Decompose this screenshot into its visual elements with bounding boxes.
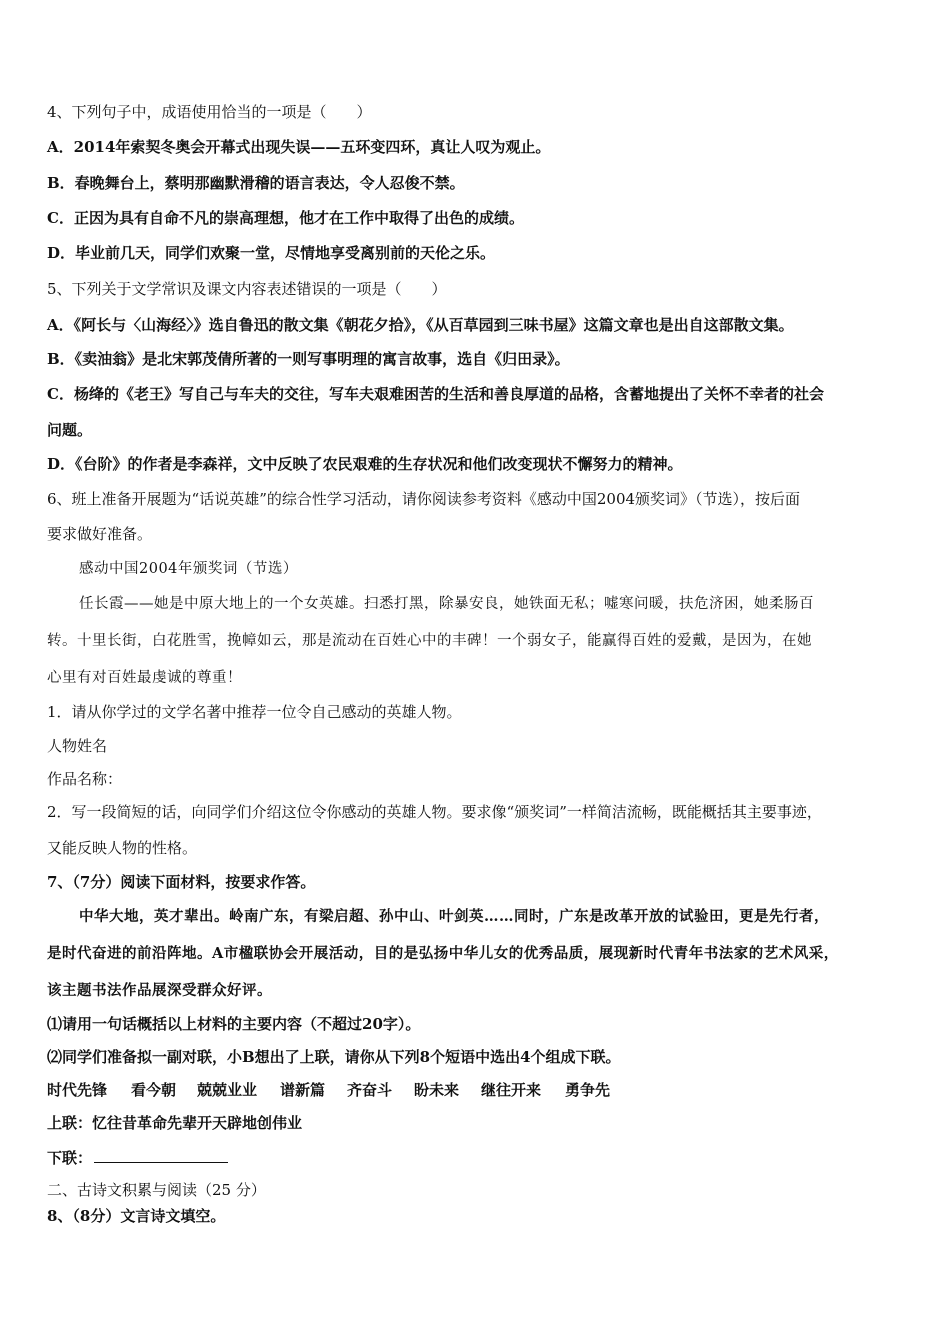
q5-option-b: B．《卖油翁》是北宋郭茂倩所著的一则写事明理的寓言故事，选自《归田录》。 [47, 350, 570, 368]
phrase: 继往开来 [481, 1081, 542, 1099]
lower-couplet-label: 下联： [47, 1149, 93, 1167]
q7-material-line3: 该主题书法作品展深受群众好评。 [47, 982, 272, 999]
q4-stem: 4、下列句子中，成语使用恰当的一项是（ ） [47, 103, 372, 121]
q6-sub2-cont: 又能反映人物的性格。 [47, 839, 198, 857]
phrase: 兢兢业业 [197, 1081, 258, 1099]
q7-material-line1: 中华大地，英才辈出。岭南广东，有梁启超、孙中山、叶剑英……同时，广东是改革开放的试验田，更是先行者， [79, 908, 829, 925]
q7-stem: 7、（7分）阅读下面材料，按要求作答。 [47, 873, 316, 891]
q7-lower-couplet [47, 1147, 228, 1168]
q5-option-c: C．杨绛的《老王》写自己与车夫的交往，写车夫艰难困苦的生活和善良厚道的品格，含蓄地提出了关怀不幸者的社会 [47, 385, 824, 403]
q5-option-c-cont: 问题。 [47, 421, 93, 439]
phrase: 盼未来 [414, 1081, 460, 1099]
q6-ref-line3: 心里有对百姓最虔诚的尊重！ [47, 670, 242, 686]
phrase: 齐奋斗 [347, 1081, 393, 1099]
phrase: 勇争先 [565, 1081, 611, 1099]
q7-sub2: ⑵同学们准备拟一副对联，小B想出了上联，请你从下列8个短语中选出4个组成下联。 [47, 1048, 621, 1066]
phrase: 谱新篇 [280, 1081, 326, 1099]
q6-stem-cont: 要求做好准备。 [47, 525, 153, 543]
q4-option-a: A．2014年索契冬奥会开幕式出现失误——五环变四环，真让人叹为观止。 [47, 138, 551, 156]
answer-blank[interactable] [94, 1147, 228, 1163]
q8-stem: 8、（8分）文言诗文填空。 [47, 1207, 226, 1225]
q6-stem: 6、班上准备开展题为“话说英雄”的综合性学习活动，请你阅读参考资料《感动中国2004颁奖词》（节选），按后面 [47, 490, 801, 508]
q5-option-d: D．《台阶》的作者是李森祥，文中反映了农民艰难的生存状况和他们改变现状不懈努力的精神。 [47, 455, 683, 473]
section-2-heading: 二、古诗文积累与阅读（25 分） [47, 1181, 266, 1199]
q7-upper-couplet: 上联：忆往昔革命先辈开天辟地创伟业 [47, 1114, 303, 1132]
q4-option-b: B．春晚舞台上，蔡明那幽默滑稽的语言表达，令人忍俊不禁。 [47, 174, 465, 192]
q6-name-label: 人物姓名 [47, 737, 108, 755]
phrase: 时代先锋 [47, 1081, 108, 1099]
q6-sub1: 1．请从你学过的文学名著中推荐一位令自己感动的英雄人物。 [47, 703, 462, 721]
q5-stem: 5、下列关于文学常识及课文内容表述错误的一项是（ ） [47, 280, 447, 298]
q6-ref-line2: 转。十里长街，白花胜雪，挽幛如云，那是流动在百姓心中的丰碑！一个弱女子，能赢得百姓的爱戴，是因为，在她 [47, 633, 812, 649]
q7-sub1: ⑴请用一句话概括以上材料的主要内容（不超过20字）。 [47, 1015, 421, 1033]
q4-option-c: C．正因为具有自命不凡的崇高理想，他才在工作中取得了出色的成绩。 [47, 209, 524, 227]
q7-material-line2: 是时代奋进的前沿阵地。A市楹联协会开展活动，目的是弘扬中华儿女的优秀品质，展现新时代青年书法家的艺术风采， [47, 945, 839, 962]
q6-sub2: 2．写一段简短的话，向同学们介绍这位令你感动的英雄人物。要求像“颁奖词”一样简洁流畅，既能概括其主要事迹， [47, 803, 822, 821]
q6-work-label: 作品名称： [47, 770, 123, 788]
q5-option-a: A．《阿长与〈山海经〉》选自鲁迅的散文集《朝花夕拾》，《从百草园到三味书屋》这篇文章也是出自这部散文集。 [47, 316, 794, 334]
q4-option-d: D．毕业前几天，同学们欢聚一堂，尽情地享受离别前的天伦之乐。 [47, 244, 496, 262]
q6-ref-title: 感动中国2004年颁奖词（节选） [79, 561, 298, 577]
phrase: 看今朝 [131, 1081, 177, 1099]
q6-ref-line1: 任长霞——她是中原大地上的一个女英雄。扫悉打黑，除暴安良，她铁面无私；嘘寒问暖，扶危济困，她柔肠百 [79, 596, 814, 612]
